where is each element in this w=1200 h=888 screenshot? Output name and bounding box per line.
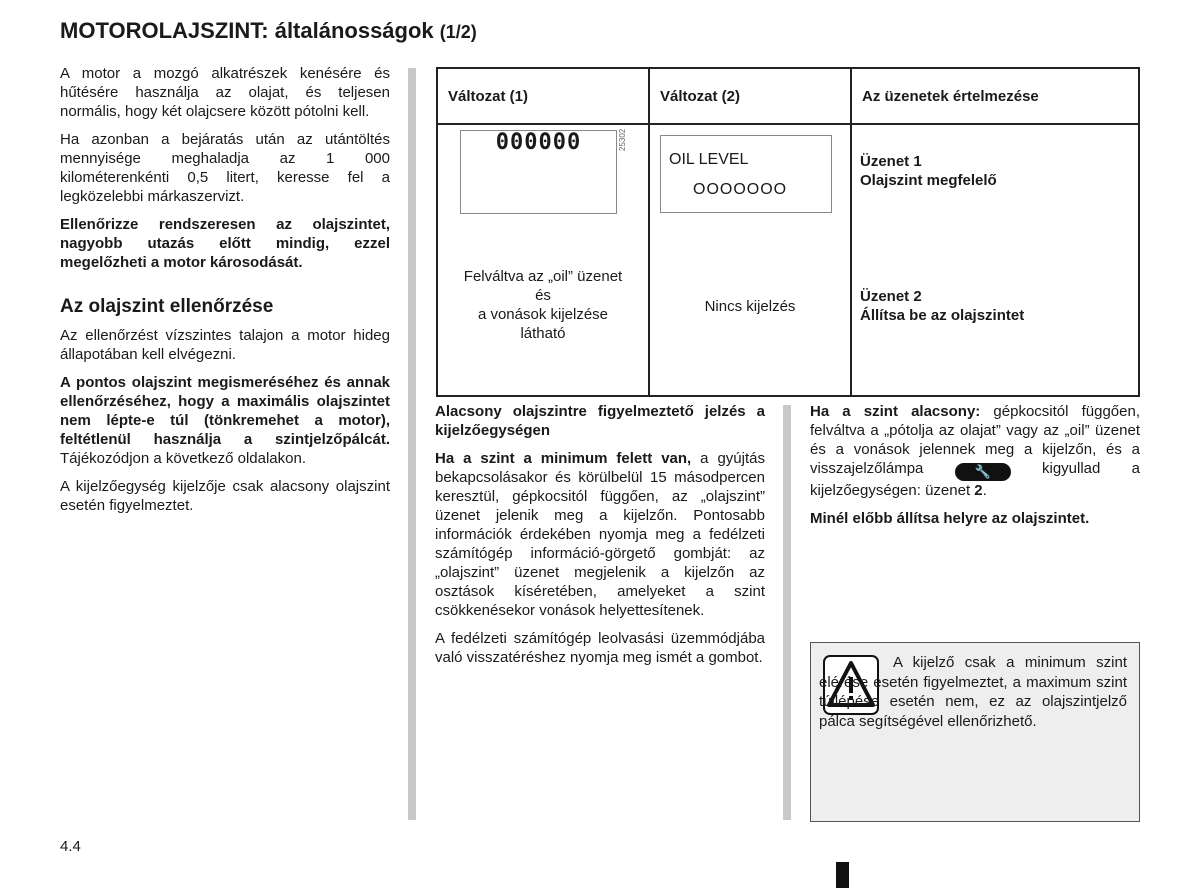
table-header: Változat (1) <box>437 68 649 124</box>
warning-text: A kijelző csak a minimum szint elérése esetén figyelmeztet, a maximum szint túllépése esetén nem, ez az olajszintjelző pálca segítségével ellenőrizhető. <box>819 654 1127 730</box>
column-divider <box>408 68 416 820</box>
column-divider <box>783 405 791 820</box>
paragraph: A motor a mozgó alkatrészek kenésére és hűtésére használja az olajat, és teljesen normális, hogy két olajcsere között pótolni kell. <box>60 65 390 120</box>
paragraph: A pontos olajszint megismeréséhez és annak ellenőrzéséhez, hogy a maximális olajszintet nem lépte-e túl (tönkremehet a motor), feltétlenül használja a szintjelzőpálcát. Tájékozódjon a következő oldalakon. <box>60 374 390 467</box>
message-2: Üzenet 2 Állítsa be az olajszintet <box>860 288 1025 324</box>
figure-code: 25302 <box>618 128 627 151</box>
warning-box <box>810 642 1140 822</box>
wrench-warning-lamp-icon: 🔧 <box>955 463 1011 481</box>
variant-2-row2: Nincs kijelzés <box>704 298 796 315</box>
table-header: Az üzenetek értelmezése <box>851 68 1139 124</box>
paragraph: A kijelzőegység kijelzője csak alacsony olajszint esetén figyelmeztet. <box>60 478 390 514</box>
middle-column <box>435 402 765 676</box>
display-variant-2: OIL LEVEL OOOOOOO <box>660 135 832 213</box>
right-column <box>810 402 1140 537</box>
paragraph: Alacsony olajszintre figyelmeztető jelzés a kijelzőegységen <box>435 403 765 439</box>
section-heading: Az olajszint ellenőrzése <box>60 296 274 317</box>
page-title: MOTOROLAJSZINT: általánosságok (1/2) <box>60 18 477 43</box>
oil-level-table <box>436 67 1140 397</box>
paragraph: Az ellenőrzést vízszintes talajon a motor hideg állapotában kell elvégezni. <box>60 327 390 363</box>
left-column <box>60 64 390 524</box>
page-number: 4.4 <box>60 838 81 855</box>
table-header: Változat (2) <box>649 68 851 124</box>
paragraph: Ha a szint a minimum felett van, a gyújtás bekapcsolásakor és körülbelül 15 másodpercen keresztül, gépkocsitól függően, az „olajszint” üzenet jelenik meg a kijelzőn. Pontosabb információk érdekében nyomja meg a fedélzeti számítógép információ-görgető gombját: az „olajszint” üzenet megjelenik a kijelzőn az osztások kíséretében, amelyeket a szint csökkenésekor vonások helyettesítenek. <box>435 450 765 619</box>
paragraph: Ha a szint alacsony: gépkocsitól függően, felváltva a „pótolja az olajat” vagy az „oil” üzenet és a vonások jelennek meg a kijelzőn, és a visszajelzőlámpa 🔧 kigyullad a kijelzőegységen: üzenet 2. <box>810 403 1141 499</box>
paragraph: Ha azonban a bejáratás után az utántöltés mennyisége meghaladja az 1 000 kilométerenkénti 0,5 litert, keresse fel a legközelebbi márkaszervizt. <box>60 131 390 205</box>
page-edge-marker <box>836 862 849 888</box>
variant-1-row2: Felváltva az „oil” üzenet és a vonások kijelzése látható <box>463 268 623 342</box>
paragraph: A fedélzeti számítógép leolvasási üzemmódjába való visszatéréshez nyomja meg ismét a gombot. <box>435 630 765 666</box>
message-1: Üzenet 1 Olajszint megfelelő <box>860 153 997 189</box>
paragraph: Minél előbb állítsa helyre az olajszintet. <box>810 510 1090 527</box>
display-variant-1: 000000 <box>460 130 617 214</box>
paragraph: Ellenőrizze rendszeresen az olajszintet, nagyobb utazás előtt mindig, ezzel megelőzheti a motor károsodását. <box>60 216 390 271</box>
